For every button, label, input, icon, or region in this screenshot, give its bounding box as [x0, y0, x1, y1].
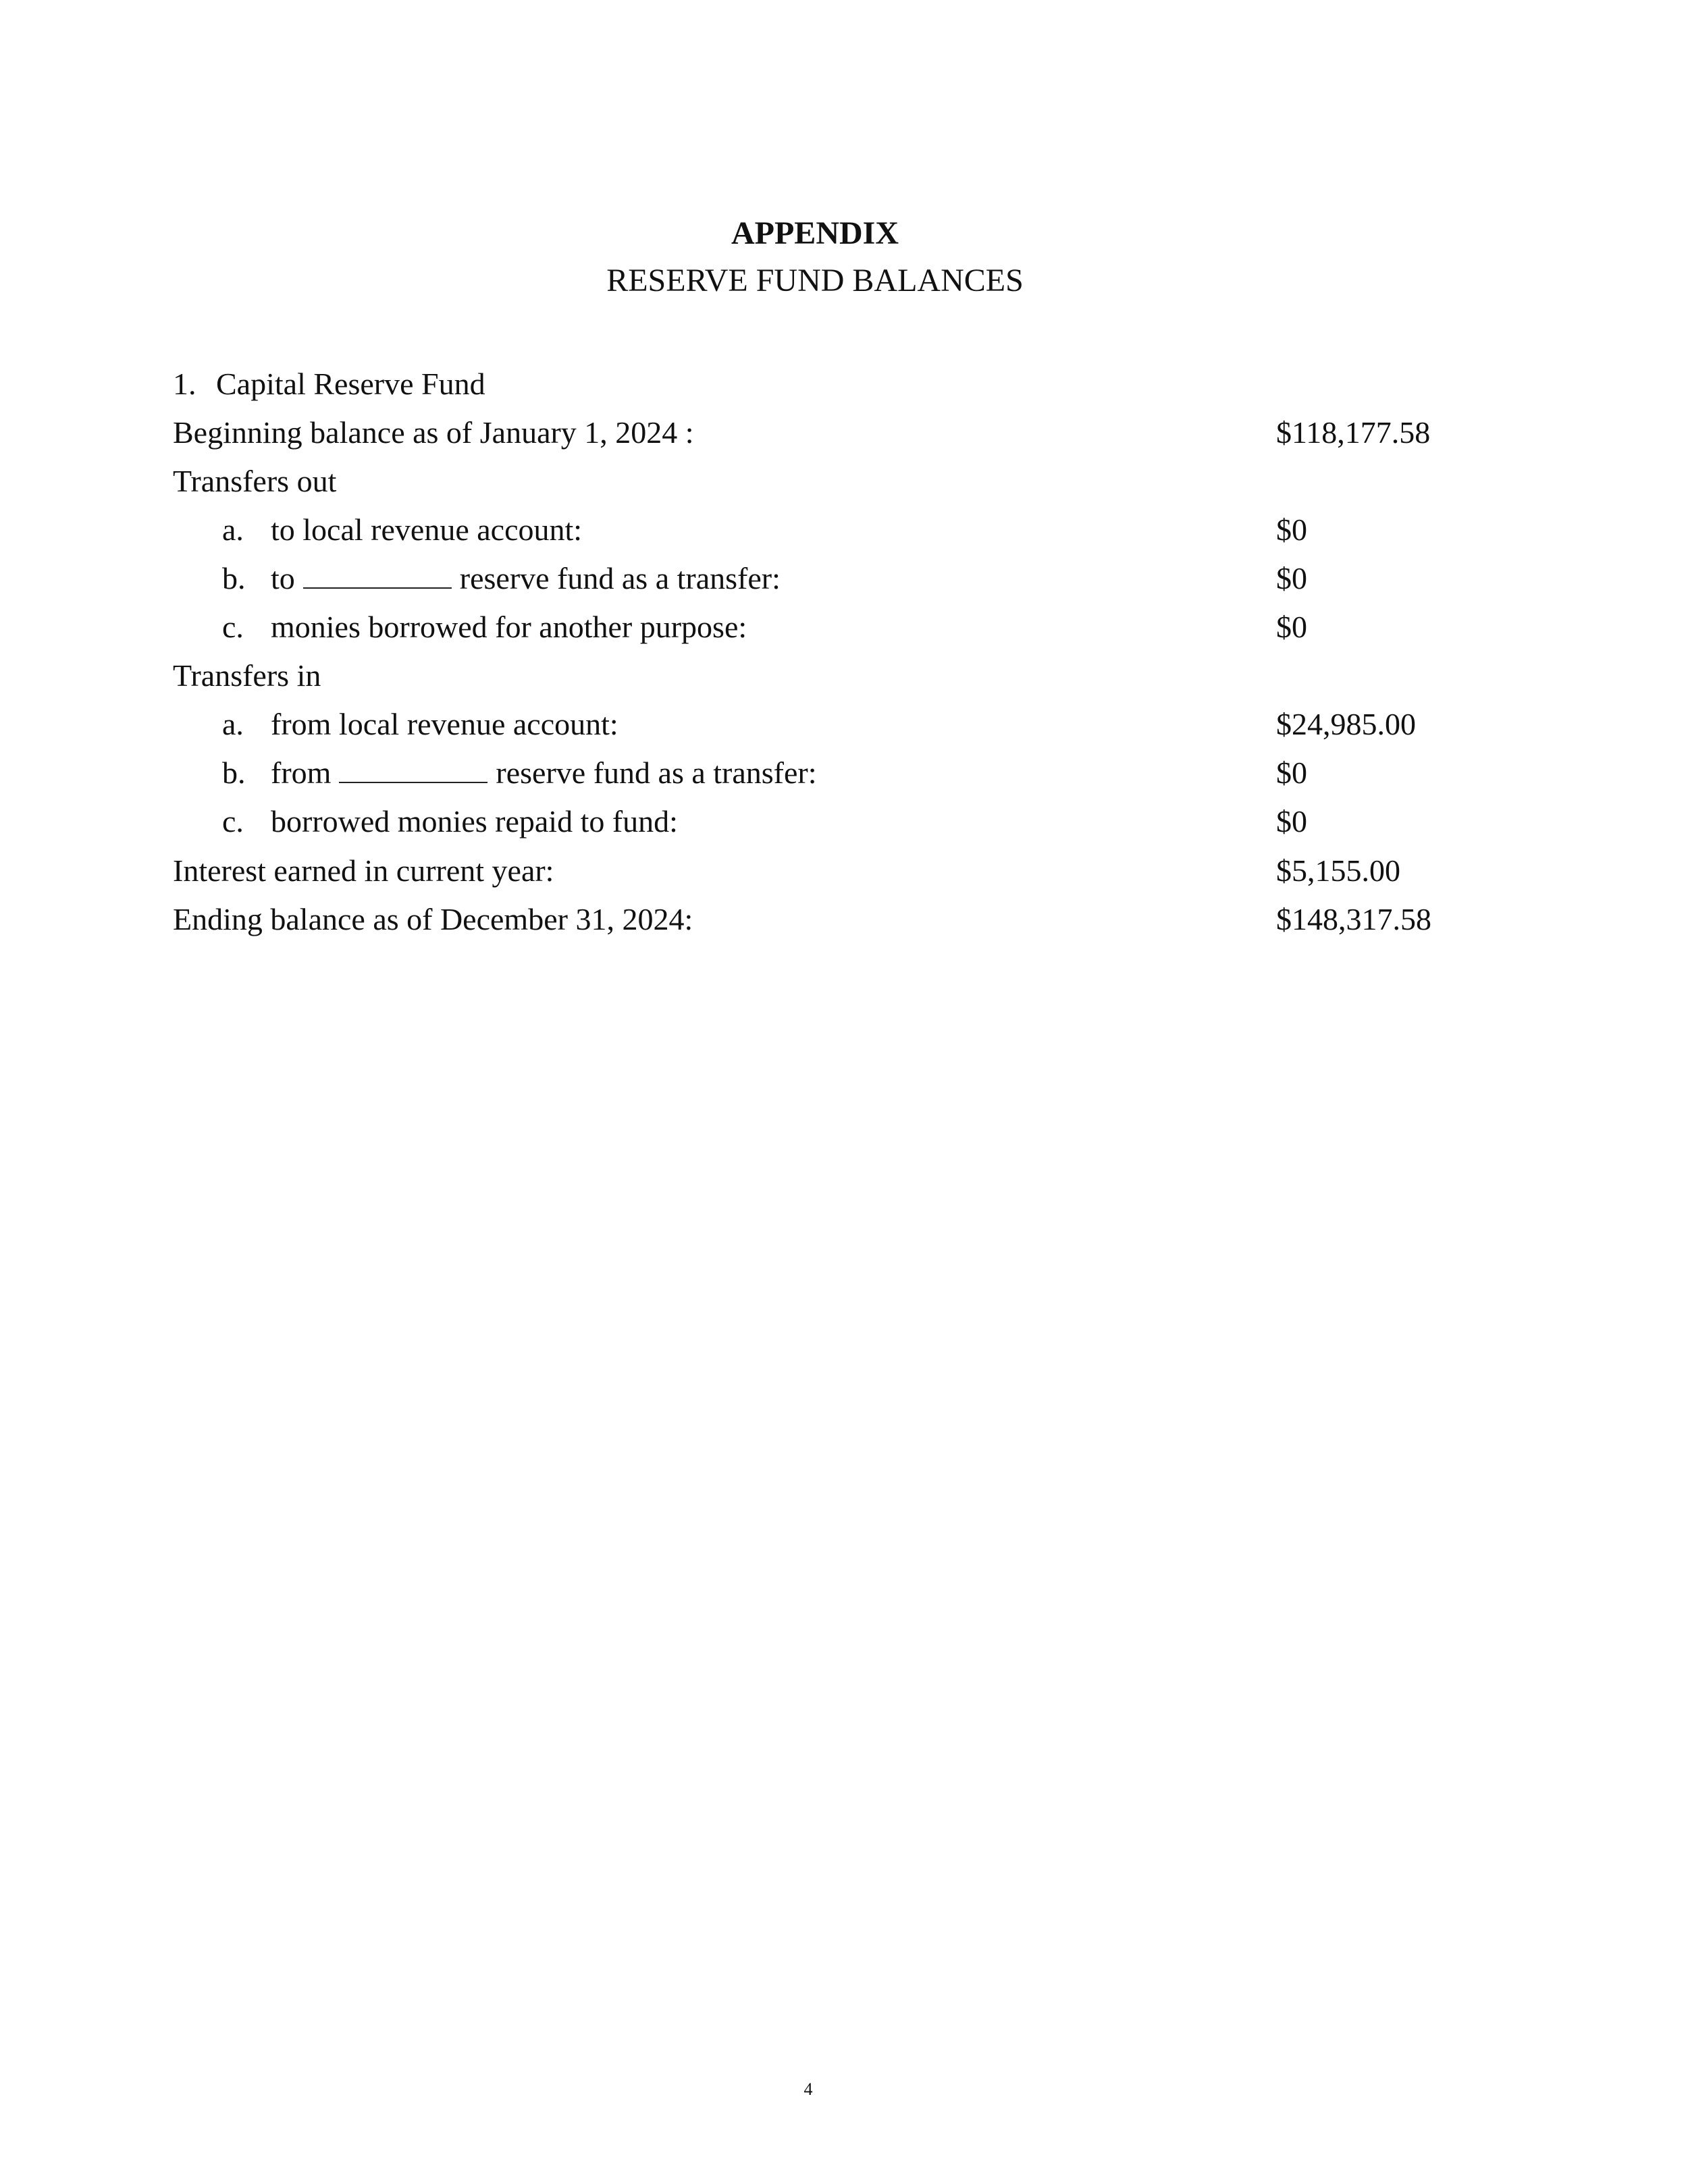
- blank-fill-line: [339, 757, 487, 783]
- transfer-out-a-amount: $0: [1276, 512, 1307, 547]
- transfers-out-label: Transfers out: [173, 464, 337, 498]
- transfer-out-b-suffix: reserve fund as a transfer:: [459, 561, 781, 595]
- interest-label: Interest earned in current year:: [173, 853, 554, 888]
- page-title: APPENDIX: [731, 215, 899, 251]
- transfer-out-b-marker: b.: [222, 561, 246, 595]
- transfer-in-c-marker: c.: [222, 804, 244, 838]
- transfer-out-b-amount: $0: [1276, 561, 1307, 595]
- transfer-out-c-text: monies borrowed for another purpose:: [271, 610, 747, 644]
- transfer-in-b-suffix: reserve fund as a transfer:: [496, 755, 817, 790]
- interest-amount: $5,155.00: [1276, 853, 1400, 888]
- transfer-out-c-marker: c.: [222, 610, 244, 644]
- transfer-in-a-amount: $24,985.00: [1276, 707, 1416, 741]
- beginning-balance-label: Beginning balance as of January 1, 2024 :: [173, 415, 694, 450]
- transfer-out-b-text: [271, 563, 781, 594]
- page-subtitle: RESERVE FUND BALANCES: [606, 263, 1024, 298]
- transfers-in-label: Transfers in: [173, 658, 321, 693]
- transfer-in-b-amount: $0: [1276, 755, 1307, 790]
- transfer-out-c-amount: $0: [1276, 610, 1307, 644]
- transfer-in-a-text: from local revenue account:: [271, 707, 618, 741]
- transfer-in-c-text: borrowed monies repaid to fund:: [271, 804, 678, 838]
- page-number: 4: [803, 2079, 813, 2099]
- ending-balance-amount: $148,317.58: [1276, 902, 1431, 936]
- transfer-in-a-marker: a.: [222, 707, 244, 741]
- transfer-in-b-text: [271, 757, 817, 789]
- transfer-out-a-marker: a.: [222, 512, 244, 547]
- fund-number: 1.: [173, 367, 196, 401]
- transfer-out-a-text: to local revenue account:: [271, 512, 583, 547]
- blank-fill-line: [303, 563, 452, 589]
- fund-name: Capital Reserve Fund: [216, 367, 485, 401]
- fund-heading: [173, 369, 485, 400]
- beginning-balance-amount: $118,177.58: [1276, 415, 1431, 450]
- ending-balance-label: Ending balance as of December 31, 2024:: [173, 902, 693, 936]
- transfer-in-b-prefix: from: [271, 755, 332, 790]
- transfer-out-b-prefix: to: [271, 561, 295, 595]
- transfer-in-c-amount: $0: [1276, 804, 1307, 838]
- transfer-in-b-marker: b.: [222, 755, 246, 790]
